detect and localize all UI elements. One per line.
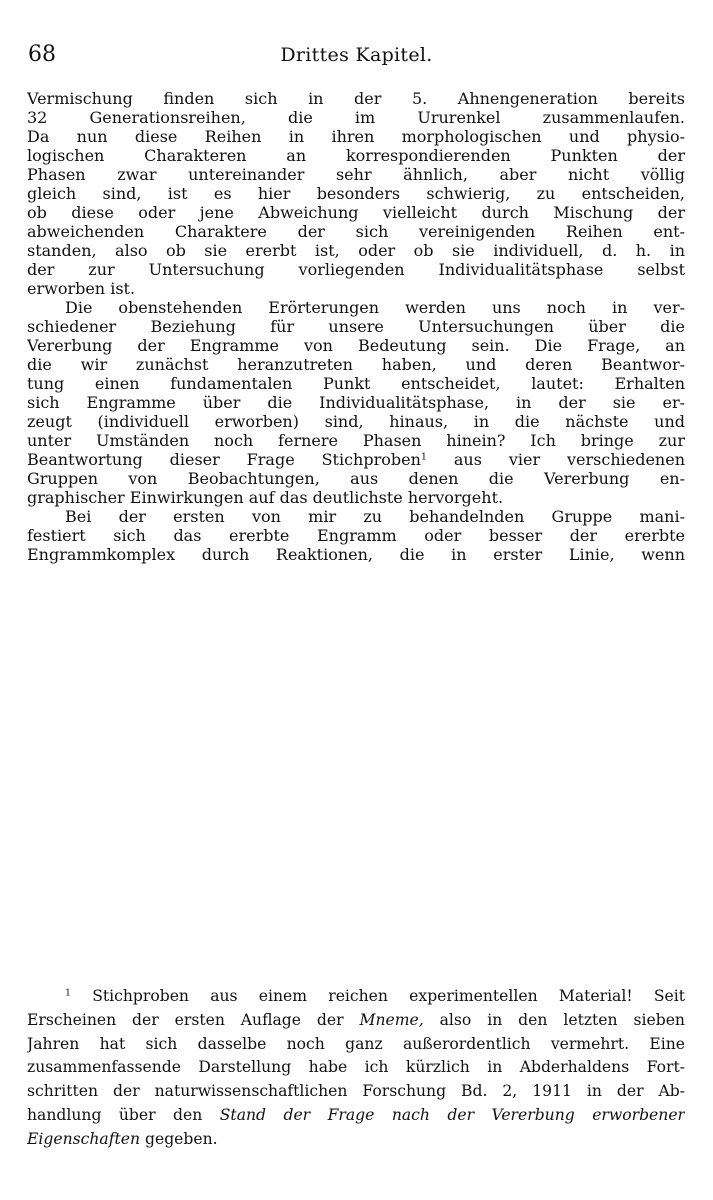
text-line: zeugt (individuell erworben) sind, hinaus, in die nächste und [27,412,685,431]
text-line: der zur Untersuchung vorliegenden Individualitätsphase selbst [27,260,685,279]
running-title: Drittes Kapitel. [280,44,433,66]
footnote [27,985,685,1152]
page-number: 68 [28,42,56,67]
text-segment: Erscheinen der ersten Auflage der [27,1010,344,1029]
text-line: Vermischung finden sich in der 5. Ahnengeneration bereits [27,89,685,108]
text-line: Die obenstehenden Erörterungen werden uns noch in ver- [65,298,685,317]
text-line: Bei der ersten von mir zu behandelnden Gruppe mani- [65,507,685,526]
footnote-line [27,1128,685,1152]
text-line: Vererbung der Engramme von Bedeutung sein. Die Frage, an [27,336,685,355]
text-line: Phasen zwar untereinander sehr ähnlich, aber nicht völlig [27,165,685,184]
article-title-end: Eigenschaften [27,1129,141,1148]
footnote-line [27,985,685,1009]
page-header [28,42,685,72]
text-line: Gruppen von Beobachtungen, aus denen die Vererbung en- [27,469,685,488]
text-segment: also in den letzten sieben [439,1010,685,1029]
footnote-line [27,1009,685,1033]
text-line: Engrammkomplex durch Reaktionen, die in erster Linie, wenn [27,545,685,564]
body-text [27,89,685,564]
text-line: erworben ist. [27,279,136,298]
text-segment: gegeben. [144,1129,218,1148]
text-line: festiert sich das ererbte Engramm oder besser der ererbte [27,526,685,545]
footnote-reference[interactable]: 1 [420,451,427,463]
text-line: logischen Charakteren an korrespondierenden Punkten der [27,146,685,165]
text-line: graphischer Einwirkungen auf das deutlichste hervorgeht. [27,488,504,507]
footnote-line: schritten der naturwissenschaftlichen Forschung Bd. 2, 1911 in der Ab- [27,1082,685,1101]
text-line: ob diese oder jene Abweichung vielleicht durch Mischung der [27,203,685,222]
article-title: Stand der Frage nach der Vererbung erworbener [219,1105,685,1124]
footnote-line: zusammenfassende Darstellung habe ich kürzlich in Abderhaldens Fort- [27,1058,685,1077]
text-line: 32 Generationsreihen, die im Ururenkel zusammenlaufen. [27,108,685,127]
footnote-line [27,1104,685,1128]
text-segment: Beantwortung dieser Frage Stichproben [27,450,421,469]
text-line: sich Engramme über die Individualitätsphase, in der sie er- [27,393,685,412]
text-segment: aus vier verschiedenen [453,450,685,469]
text-line: die wir zunächst heranzutreten haben, und deren Beantwor- [27,355,685,374]
text-line: tung einen fundamentalen Punkt entscheidet, lautet: Erhalten [27,374,685,393]
text-line-with-footnote-ref [27,450,685,469]
text-line: abweichenden Charaktere der sich vereinigenden Reihen ent- [27,222,685,241]
text-line: Da nun diese Reihen in ihren morphologischen und physio- [27,127,685,146]
text-line: gleich sind, ist es hier besonders schwierig, zu entscheiden, [27,184,685,203]
footnote-marker: 1 [65,987,71,999]
text-line: standen, also ob sie ererbt ist, oder ob sie individuell, d. h. in [27,241,685,260]
text-segment: handlung über den [27,1105,203,1124]
footnote-line: Jahren hat sich dasselbe noch ganz außerordentlich vermehrt. Eine [27,1034,685,1053]
text-segment: Stichproben aus einem reichen experimentellen Material! Seit [92,987,685,1005]
book-title-mneme: Mneme, [359,1010,424,1029]
text-line: schiedener Beziehung für unsere Untersuchungen über die [27,317,685,336]
text-line: unter Umständen noch fernere Phasen hinein? Ich bringe zur [27,431,685,450]
